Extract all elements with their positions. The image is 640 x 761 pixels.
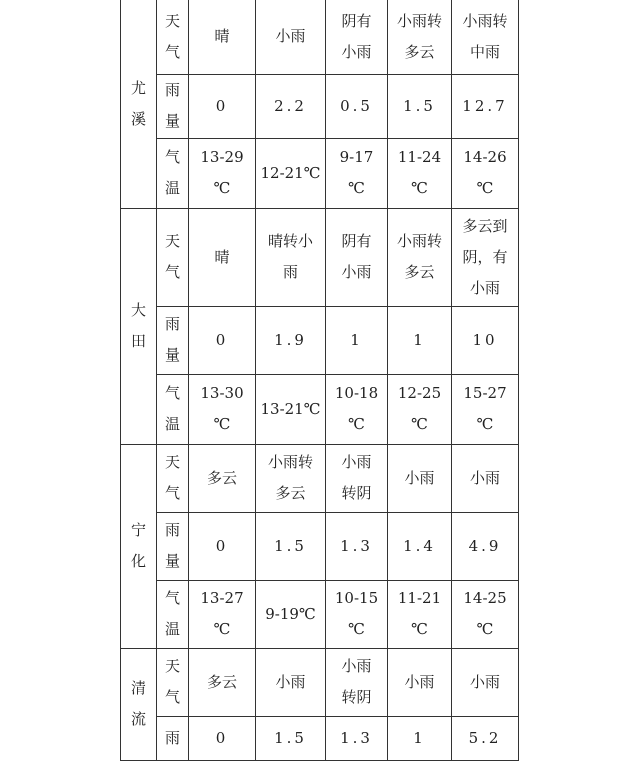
- table-cell-text: 4.9: [468, 536, 502, 555]
- table-cell: [256, 74, 326, 138]
- table-cell-text: 1.9: [274, 330, 307, 349]
- table-cell: [326, 208, 388, 306]
- table-cell-text: 10-18 ℃: [334, 384, 379, 433]
- table-cell-text: 小雨: [275, 27, 306, 46]
- table-cell: [388, 138, 452, 208]
- table-cell-text: 晴转小 雨: [267, 232, 313, 281]
- table-cell: [452, 716, 519, 760]
- table-cell: [189, 580, 256, 648]
- table-cell: [452, 208, 519, 306]
- row-label-text: 天 气: [164, 453, 180, 502]
- table-cell-text: 0: [215, 330, 229, 349]
- table-cell: [452, 138, 519, 208]
- row-label-text: 雨 量: [164, 521, 180, 570]
- table-cell-text: 0.5: [340, 96, 373, 115]
- table-cell: [256, 512, 326, 580]
- table-cell: [189, 138, 256, 208]
- row-label-text: 气 温: [164, 384, 180, 433]
- table-cell: [326, 0, 388, 74]
- table-row: [121, 648, 519, 716]
- row-label-text: 雨 量: [164, 315, 180, 364]
- table-cell: [189, 512, 256, 580]
- table-cell: [452, 74, 519, 138]
- table-cell: [256, 306, 326, 374]
- table-cell: [326, 74, 388, 138]
- table-cell-text: 13-30 ℃: [200, 384, 244, 433]
- table-cell: [388, 512, 452, 580]
- table-cell-text: 1.5: [274, 536, 307, 555]
- table-cell: [256, 374, 326, 444]
- table-cell-text: 多云: [206, 672, 237, 691]
- table-cell-text: 晴: [214, 27, 230, 46]
- row-label: [157, 306, 189, 374]
- table-cell: [452, 0, 519, 74]
- row-label: [157, 138, 189, 208]
- table-cell-text: 小雨 转阴: [341, 657, 372, 706]
- table-cell-text: 多云到 阴，有 小雨: [462, 216, 508, 297]
- table-cell: [326, 716, 388, 760]
- table-cell-text: 小雨: [404, 468, 435, 487]
- table-cell: [256, 716, 326, 760]
- table-row: [121, 306, 519, 374]
- table-cell: [388, 306, 452, 374]
- table-cell-text: 12-25 ℃: [397, 384, 442, 433]
- table-cell: [189, 444, 256, 512]
- row-label: [157, 444, 189, 512]
- row-label-text: 天 气: [164, 11, 180, 61]
- table-cell-text: 5.2: [468, 728, 502, 747]
- table-cell-text: 小雨: [404, 672, 435, 691]
- weather-table: [120, 0, 519, 761]
- table-cell-text: 1.4: [403, 536, 436, 555]
- table-cell-text: 1.5: [403, 96, 436, 115]
- table-cell-text: 15-27 ℃: [463, 384, 507, 433]
- table-cell-text: 阴有 小雨: [341, 11, 372, 61]
- table-cell-text: 1.3: [340, 728, 373, 747]
- table-cell: [388, 716, 452, 760]
- table-cell-text: 11-24 ℃: [397, 148, 442, 197]
- table-cell-text: 14-25 ℃: [463, 589, 507, 638]
- table-cell-text: 2.2: [274, 96, 307, 115]
- table-row: [121, 444, 519, 512]
- table-cell-text: 0: [215, 536, 229, 555]
- table-cell-text: 多云: [206, 468, 237, 487]
- table-cell-text: 小雨: [275, 672, 306, 691]
- table-cell: [388, 374, 452, 444]
- table-cell-text: 小雨 转阴: [341, 453, 372, 502]
- table-cell: [388, 74, 452, 138]
- table-row: [121, 138, 519, 208]
- weather-table-body: [121, 0, 519, 760]
- table-cell-text: 9-19℃: [265, 604, 316, 623]
- table-cell-text: 小雨: [469, 672, 500, 691]
- table-cell: [256, 208, 326, 306]
- table-cell-text: 13-29 ℃: [200, 148, 244, 197]
- row-label-text: 气 温: [164, 148, 180, 197]
- table-cell-text: 1.3: [340, 536, 373, 555]
- table-cell-text: 晴: [214, 247, 230, 266]
- table-cell-text: 小雨: [469, 468, 500, 487]
- table-cell: [326, 580, 388, 648]
- table-cell: [256, 138, 326, 208]
- table-cell-text: 11-21 ℃: [397, 589, 442, 638]
- table-cell: [189, 374, 256, 444]
- table-row: [121, 74, 519, 138]
- table-cell: [189, 74, 256, 138]
- table-row: [121, 512, 519, 580]
- row-label-text: 雨: [164, 728, 180, 747]
- table-cell: [189, 208, 256, 306]
- station-name-text: 尤 溪: [130, 78, 146, 128]
- table-cell: [189, 306, 256, 374]
- table-cell: [326, 512, 388, 580]
- station-name: [121, 444, 157, 648]
- table-cell-text: 12-21℃: [260, 163, 321, 182]
- station-name-text: 清 流: [130, 679, 146, 728]
- table-row: [121, 208, 519, 306]
- table-cell: [326, 306, 388, 374]
- table-cell-text: 小雨转 多云: [396, 11, 442, 61]
- table-cell: [388, 444, 452, 512]
- table-cell-text: 10-15 ℃: [334, 589, 379, 638]
- row-label: [157, 374, 189, 444]
- row-label: [157, 580, 189, 648]
- row-label-text: 雨 量: [164, 81, 180, 130]
- table-cell: [388, 208, 452, 306]
- table-cell: [256, 580, 326, 648]
- table-cell: [326, 138, 388, 208]
- table-cell-text: 12.7: [462, 96, 508, 115]
- table-cell: [452, 512, 519, 580]
- table-cell: [326, 648, 388, 716]
- station-name-text: 宁 化: [130, 521, 146, 570]
- station-name-text: 大 田: [130, 301, 146, 350]
- table-cell: [256, 0, 326, 74]
- table-cell-text: 9-17 ℃: [339, 148, 374, 197]
- table-cell-text: 13-27 ℃: [200, 589, 244, 638]
- station-name: [121, 0, 157, 208]
- table-cell-text: 1: [413, 330, 426, 349]
- station-name: [121, 648, 157, 760]
- row-label: [157, 716, 189, 760]
- table-cell: [452, 580, 519, 648]
- table-cell-text: 1: [413, 728, 426, 747]
- row-label: [157, 648, 189, 716]
- table-cell: [452, 648, 519, 716]
- table-cell: [452, 444, 519, 512]
- table-cell-text: 阴有 小雨: [341, 232, 372, 281]
- table-cell-text: 0: [215, 728, 229, 747]
- table-cell-text: 13-21℃: [260, 399, 321, 418]
- table-cell: [256, 648, 326, 716]
- table-cell: [388, 0, 452, 74]
- table-cell-text: 14-26 ℃: [463, 148, 507, 197]
- table-cell: [388, 648, 452, 716]
- table-cell-text: 10: [472, 330, 498, 349]
- table-row: [121, 716, 519, 760]
- table-cell: [189, 716, 256, 760]
- row-label: [157, 74, 189, 138]
- table-row: [121, 374, 519, 444]
- row-label: [157, 208, 189, 306]
- table-cell: [452, 306, 519, 374]
- table-cell: [388, 580, 452, 648]
- row-label-text: 气 温: [164, 589, 180, 638]
- table-cell-text: 0: [215, 96, 229, 115]
- table-cell: [256, 444, 326, 512]
- table-cell-text: 小雨转 中雨: [462, 11, 508, 61]
- table-row: [121, 0, 519, 74]
- table-row: [121, 580, 519, 648]
- row-label: [157, 0, 189, 74]
- table-cell-text: 1.5: [274, 728, 307, 747]
- table-cell: [326, 374, 388, 444]
- table-cell: [189, 648, 256, 716]
- station-name: [121, 208, 157, 444]
- row-label-text: 天 气: [164, 657, 180, 706]
- table-cell-text: 小雨转 多云: [267, 453, 313, 502]
- table-cell: [326, 444, 388, 512]
- table-cell: [452, 374, 519, 444]
- row-label-text: 天 气: [164, 232, 180, 281]
- table-cell: [189, 0, 256, 74]
- row-label: [157, 512, 189, 580]
- table-cell-text: 1: [350, 330, 363, 349]
- table-cell-text: 小雨转 多云: [396, 232, 442, 281]
